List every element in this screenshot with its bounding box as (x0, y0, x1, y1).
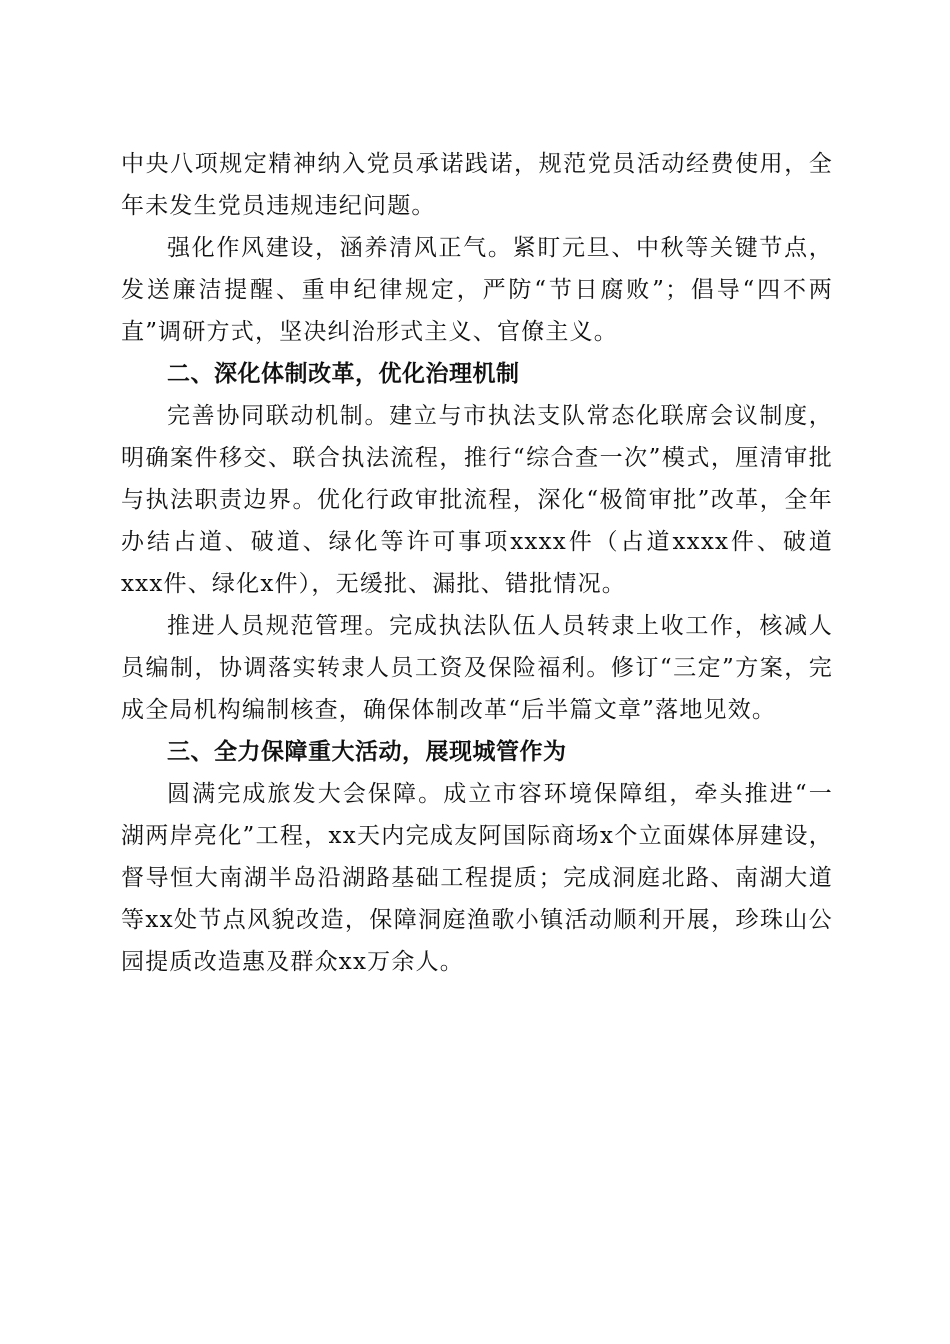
paragraph-coordination-mechanism: 完善协同联动机制。建立与市执法支队常态化联席会议制度，明确案件移交、联合执法流程，推行“综合查一次”模式，厘清审批与执法职责边界。优化行政审批流程，深化“极简审批”改革，全年办结占道、破道、绿化等许可事项xxxx件（占道xxxx件、破道xxx件、绿化x件），无缓批、漏批、错批情况。 (121, 403, 833, 597)
paragraph-personnel-management: 推进人员规范管理。完成执法队伍人员转隶上收工作，核减人员编制，协调落实转隶人员工资及保险福利。修订“三定”方案，完成全局机构编制核查，确保体制改革“后半篇文章”落地见效。 (121, 613, 833, 723)
document-body (121, 143, 833, 983)
paragraph-continuation: 中央八项规定精神纳入党员承诺践诺，规范党员活动经费使用，全年未发生党员违规违纪问题。 (121, 151, 833, 219)
paragraph-tourism-conference: 圆满完成旅发大会保障。成立市容环境保障组，牵头推进“一湖两岸亮化”工程，xx天内完成友阿国际商场x个立面媒体屏建设，督导恒大南湖半岛沿湖路基础工程提质；完成洞庭北路、南湖大道等xx处节点风貌改造，保障洞庭渔歌小镇活动顺利开展，珍珠山公园提质改造惠及群众xx万余人。 (121, 781, 833, 975)
section-heading-2: 二、深化体制改革，优化治理机制 (167, 361, 520, 387)
paragraph-style-building: 强化作风建设，涵养清风正气。紧盯元旦、中秋等关键节点，发送廉洁提醒、重申纪律规定，严防“节日腐败”；倡导“四不两直”调研方式，坚决纠治形式主义、官僚主义。 (121, 235, 833, 345)
section-heading-3: 三、全力保障重大活动，展现城管作为 (167, 739, 567, 765)
